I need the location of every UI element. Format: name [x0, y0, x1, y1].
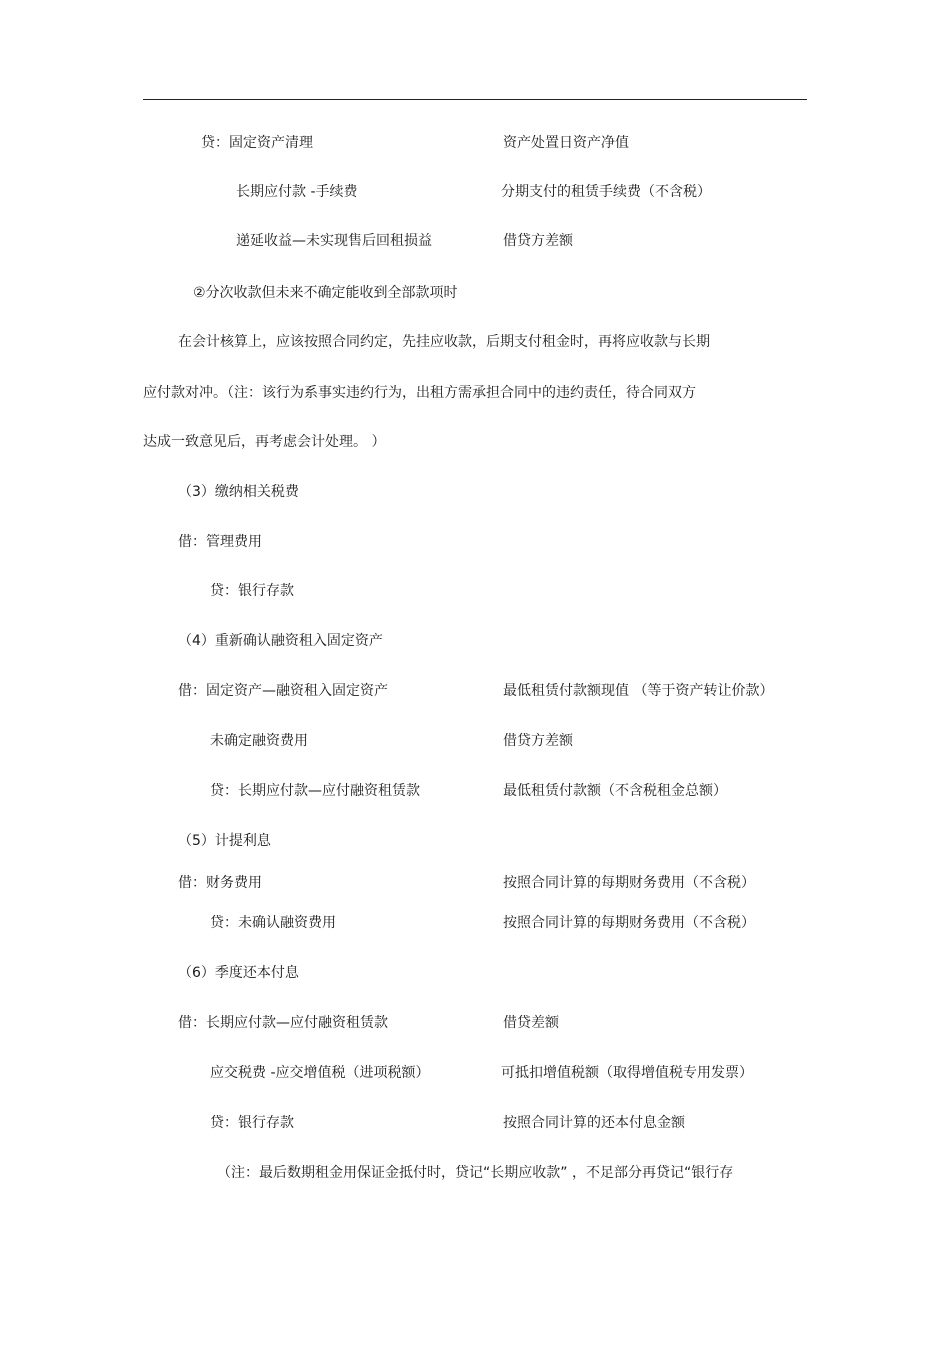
line-installment-heading: ②分次收款但未来不确定能收到全部款项时 [193, 285, 458, 301]
line-vat-input: 应交税费 -应交增值税（进项税额） [210, 1065, 430, 1081]
line-installment-fee: 分期支付的租赁手续费（不含税） [501, 184, 711, 200]
header-rule [143, 99, 807, 100]
line-min-lease-pv: 最低租赁付款额现值 （等于资产转让价款） [503, 683, 774, 699]
line-credit-unconfirmed-finance: 贷：未确认融资费用 [210, 915, 336, 931]
line-credit-finance-lease-payable: 贷：长期应付款—应付融资租赁款 [210, 783, 420, 799]
paragraph-line-1: 在会计核算上，应该按照合同约定，先挂应收款，后期支付租金时，再将应收款与长期 [178, 334, 710, 350]
section-4-heading: （4）重新确认融资租入固定资产 [178, 633, 383, 649]
line-balance-difference-3: 借贷差额 [503, 1015, 559, 1031]
line-deferred-income: 递延收益—未实现售后回租损益 [236, 233, 432, 249]
section-3-heading: （3）缴纳相关税费 [178, 484, 299, 500]
line-unconfirmed-finance-cost: 未确定融资费用 [210, 733, 308, 749]
line-debit-fixed-asset-leased: 借：固定资产—融资租入固定资产 [178, 683, 388, 699]
line-min-lease-payment: 最低租赁付款额（不含税租金总额） [503, 783, 727, 799]
paragraph-line-2: 应付款对冲。（注：该行为系事实违约行为，出租方需承担合同中的违约责任，待合同双方 [143, 385, 696, 401]
line-long-term-payable-fee: 长期应付款 -手续费 [236, 184, 358, 200]
line-asset-net-value: 资产处置日资产净值 [503, 135, 629, 151]
section-6-heading: （6）季度还本付息 [178, 965, 299, 981]
line-repayment-amount: 按照合同计算的还本付息金额 [503, 1115, 685, 1131]
line-debit-finance-expense: 借：财务费用 [178, 875, 262, 891]
paragraph-line-3: 达成一致意见后，再考虑会计处理。 ） [143, 434, 386, 450]
line-credit-fixed-asset-clearing: 贷：固定资产清理 [201, 135, 313, 151]
line-debit-admin-expense: 借：管理费用 [178, 534, 262, 550]
line-periodic-finance-expense: 按照合同计算的每期财务费用（不含税） [503, 875, 755, 891]
line-credit-bank-deposit-2: 贷：银行存款 [210, 1115, 294, 1131]
line-final-note: （注：最后数期租金用保证金抵付时，贷记“长期应收款” ，不足部分再贷记“银行存 [217, 1165, 734, 1181]
line-balance-difference: 借贷方差额 [503, 233, 573, 249]
line-periodic-finance-expense-2: 按照合同计算的每期财务费用（不含税） [503, 915, 755, 931]
line-credit-bank-deposit: 贷：银行存款 [210, 583, 294, 599]
section-5-heading: （5）计提利息 [178, 833, 271, 849]
line-deductible-vat: 可抵扣增值税额（取得增值税专用发票） [501, 1065, 753, 1081]
line-debit-finance-lease-payable: 借：长期应付款—应付融资租赁款 [178, 1015, 388, 1031]
line-balance-difference-2: 借贷方差额 [503, 733, 573, 749]
